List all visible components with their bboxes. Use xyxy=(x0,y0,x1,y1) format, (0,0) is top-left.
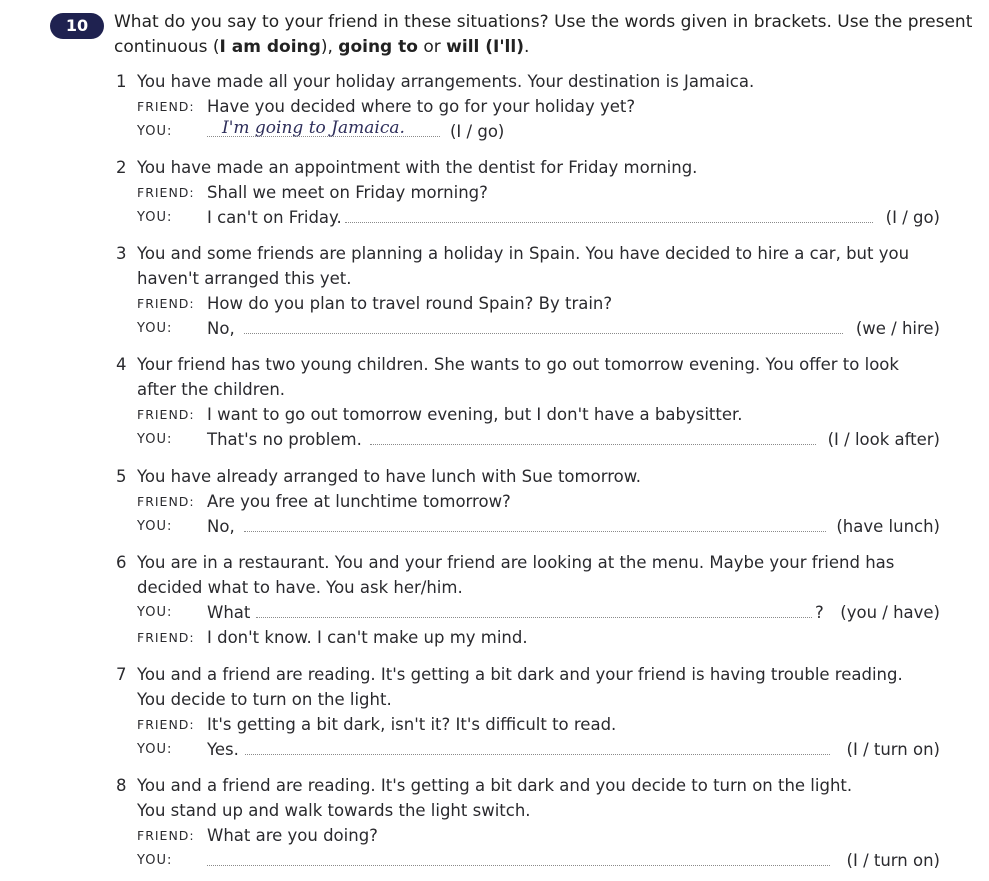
bracket-hint: (I / turn on) xyxy=(846,740,940,759)
instruction-text: or xyxy=(417,37,447,57)
instruction-text: ), xyxy=(320,37,339,57)
you-line xyxy=(0,514,989,539)
dialogue-text: What are you doing? xyxy=(207,826,378,845)
item-number: 3 xyxy=(116,244,127,263)
speaker-you: YOU: xyxy=(137,210,173,225)
situation-line xyxy=(0,69,989,94)
answer-blank[interactable] xyxy=(207,865,830,866)
speaker-you: YOU: xyxy=(137,853,173,868)
friend-line xyxy=(0,712,989,737)
situation-line xyxy=(0,377,989,402)
speaker-friend: FRIEND: xyxy=(137,296,195,311)
speaker-friend: FRIEND: xyxy=(137,494,195,509)
speaker-friend: FRIEND: xyxy=(137,630,195,645)
answer-blank[interactable] xyxy=(370,444,816,445)
bracket-hint: (you / have) xyxy=(840,603,940,622)
answer-blank[interactable] xyxy=(256,617,812,618)
answer-blank[interactable] xyxy=(244,333,843,334)
dialogue-text: I can't on Friday. xyxy=(207,208,342,227)
friend-line xyxy=(0,402,989,427)
situation-line xyxy=(0,550,989,575)
speaker-you: YOU: xyxy=(137,519,173,534)
item-number: 4 xyxy=(116,355,127,374)
you-line xyxy=(0,600,989,625)
situation-text: You and some friends are planning a holiday in Spain. You have decided to hire a car, but you xyxy=(137,244,910,263)
instruction-form-present-continuous: I am doing xyxy=(219,37,321,57)
situation-text: You and a friend are reading. It's getting a bit dark and your friend is having trouble reading. xyxy=(137,665,903,684)
situation-line xyxy=(0,266,989,291)
situation-line xyxy=(0,155,989,180)
dialogue-text: Shall we meet on Friday morning? xyxy=(207,183,488,202)
you-line xyxy=(0,427,989,452)
friend-line xyxy=(0,489,989,514)
question-mark: ? xyxy=(815,603,824,622)
item-number: 7 xyxy=(116,665,127,684)
item-number: 6 xyxy=(116,553,127,572)
bracket-hint: (have lunch) xyxy=(836,517,940,536)
item-number: 1 xyxy=(116,72,127,91)
answer-blank[interactable] xyxy=(345,222,873,223)
situation-line xyxy=(0,662,989,687)
dialogue-text: That's no problem. xyxy=(207,430,362,449)
instruction-text: What do you say to your friend in these situations? Use the words given in brackets. Use the present continuous ( xyxy=(114,12,973,57)
friend-line xyxy=(0,625,989,650)
situation-line xyxy=(0,352,989,377)
situation-text: You have made an appointment with the dentist for Friday morning. xyxy=(137,158,698,177)
situation-line xyxy=(0,773,989,798)
friend-line xyxy=(0,291,989,316)
dialogue-text: I don't know. I can't make up my mind. xyxy=(207,628,528,647)
situation-text: after the children. xyxy=(137,380,286,399)
speaker-you: YOU: xyxy=(137,742,173,757)
speaker-you: YOU: xyxy=(137,432,173,447)
situation-line xyxy=(0,241,989,266)
instruction-text: . xyxy=(523,37,530,57)
dialogue-text: No, xyxy=(207,319,235,338)
situation-text: You have made all your holiday arrangements. Your destination is Jamaica. xyxy=(137,72,755,91)
situation-line xyxy=(0,464,989,489)
situation-text: Your friend has two young children. She wants to go out tomorrow evening. You offer to look xyxy=(137,355,899,374)
dialogue-text: Have you decided where to go for your holiday yet? xyxy=(207,97,636,116)
dialogue-text: Are you free at lunchtime tomorrow? xyxy=(207,492,511,511)
exercise-instruction xyxy=(114,10,974,60)
situation-text: You have already arranged to have lunch with Sue tomorrow. xyxy=(137,467,641,486)
instruction-form-will: will (I'll) xyxy=(446,37,524,57)
bracket-hint: (I / look after) xyxy=(827,430,940,449)
friend-line xyxy=(0,823,989,848)
situation-text: You are in a restaurant. You and your friend are looking at the menu. Maybe your friend has xyxy=(137,553,895,572)
bracket-hint: (I / turn on) xyxy=(846,851,940,870)
situation-line xyxy=(0,687,989,712)
bracket-hint: (we / hire) xyxy=(855,319,940,338)
speaker-you: YOU: xyxy=(137,124,173,139)
speaker-friend: FRIEND: xyxy=(137,828,195,843)
speaker-friend: FRIEND: xyxy=(137,407,195,422)
dialogue-text: Yes. xyxy=(207,740,239,759)
dialogue-text: I want to go out tomorrow evening, but I don't have a babysitter. xyxy=(207,405,743,424)
bracket-hint: (I / go) xyxy=(885,208,940,227)
situation-text: decided what to have. You ask her/him. xyxy=(137,578,463,597)
instruction-form-going-to: going to xyxy=(338,37,418,57)
speaker-friend: FRIEND: xyxy=(137,717,195,732)
handwritten-answer: I'm going to Jamaica. xyxy=(222,118,405,138)
dialogue-text: No, xyxy=(207,517,235,536)
dialogue-text: What xyxy=(207,603,251,622)
answer-blank[interactable] xyxy=(244,531,826,532)
dialogue-text: It's getting a bit dark, isn't it? It's difficult to read. xyxy=(207,715,617,734)
exercise-number-badge: 10 xyxy=(50,13,104,39)
speaker-friend: FRIEND: xyxy=(137,99,195,114)
situation-text: You and a friend are reading. It's getting a bit dark and you decide to turn on the light. xyxy=(137,776,853,795)
you-line xyxy=(0,737,989,762)
you-line xyxy=(0,119,989,144)
item-number: 2 xyxy=(116,158,127,177)
situation-text: You stand up and walk towards the light switch. xyxy=(137,801,531,820)
item-number: 8 xyxy=(116,776,127,795)
you-line xyxy=(0,205,989,230)
friend-line xyxy=(0,94,989,119)
you-line xyxy=(0,848,989,873)
situation-text: haven't arranged this yet. xyxy=(137,269,352,288)
friend-line xyxy=(0,180,989,205)
you-line xyxy=(0,316,989,341)
speaker-friend: FRIEND: xyxy=(137,185,195,200)
situation-text: You decide to turn on the light. xyxy=(137,690,392,709)
bracket-hint: (I / go) xyxy=(450,122,505,141)
item-number: 5 xyxy=(116,467,127,486)
situation-line xyxy=(0,575,989,600)
dialogue-text: How do you plan to travel round Spain? By train? xyxy=(207,294,613,313)
situation-line xyxy=(0,798,989,823)
speaker-you: YOU: xyxy=(137,605,173,620)
speaker-you: YOU: xyxy=(137,321,173,336)
answer-blank[interactable] xyxy=(245,754,830,755)
